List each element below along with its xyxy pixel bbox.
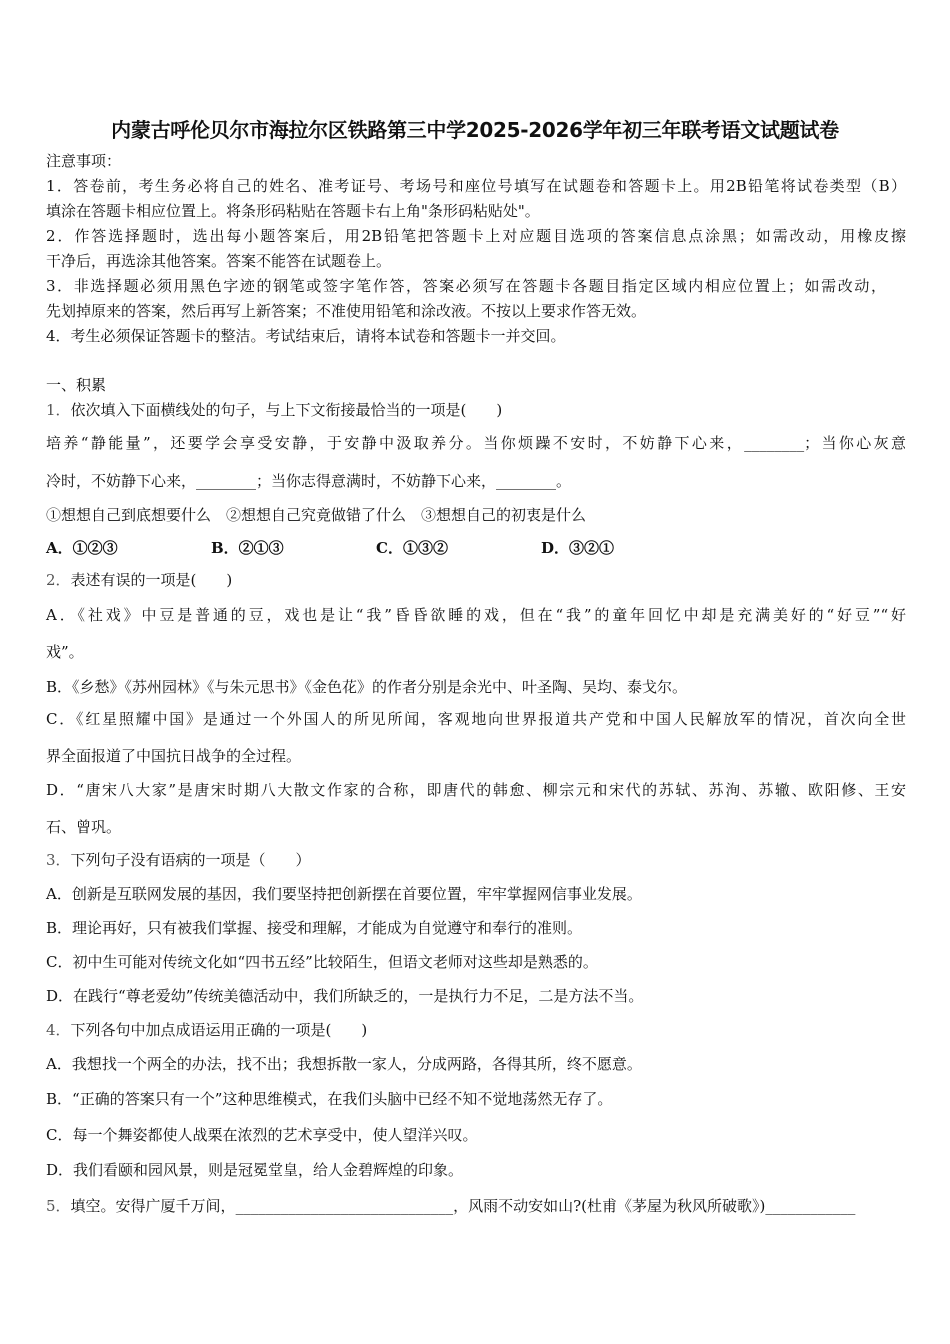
option-a[interactable]: A．我想找一个两全的办法，找不出；我想拆散一家人，分成两路，各得其所，终不愿意。 — [46, 1055, 642, 1073]
question-number: 1． — [46, 401, 71, 419]
question-text: 依次填入下面横线处的句子，与上下文衔接最恰当的一项是( ) — [70, 401, 503, 419]
answer-blank[interactable]: ____________ — [765, 1197, 856, 1215]
note-line: 4．考生必须保证答题卡的整洁。考试结束后，请将本试卷和答题卡一并交回。 — [46, 327, 566, 345]
page-title: 内蒙古呼伦贝尔市海拉尔区铁路第三中学2025-2026学年初三年联考语文试题试卷 — [111, 118, 839, 142]
q2-line: 界全面报道了中国抗日战争的全过程。 — [46, 747, 302, 765]
note-line: 干净后，再选涂其他答案。答案不能答在试题卷上。 — [46, 252, 392, 270]
question-4-stem — [46, 1020, 367, 1040]
answer-blank[interactable]: _____________________________ — [235, 1197, 454, 1215]
option-c[interactable]: C．初中生可能对传统文化如“四书五经”比较陌生，但语文老师对这些却是熟悉的。 — [46, 953, 598, 971]
question-text: 下列各句中加点成语运用正确的一项是( ) — [70, 1021, 368, 1039]
note-line: 先划掉原来的答案，然后再写上新答案；不准使用铅笔和涂改液。不按以上要求作答无效。 — [46, 302, 647, 320]
question-text: ，风雨不动安如山?(杜甫《茅屋为秋风所破歌》) — [453, 1197, 766, 1215]
question-1-stem — [46, 400, 502, 420]
question-text: 填空。安得广厦千万间， — [70, 1197, 236, 1215]
option-c[interactable]: C．①③② — [376, 539, 448, 557]
q1-sentences: ①想想自己到底想要什么 ②想想自己究竟做错了什么 ③想想自己的初衷是什么 — [46, 506, 587, 524]
question-3-stem — [46, 850, 311, 870]
question-number: 2． — [46, 571, 71, 589]
question-text: 表述有误的一项是( ) — [70, 571, 233, 589]
question-number: 4． — [46, 1021, 71, 1039]
q1-passage-line: 培养“静能量”，还要学会享受安静，于安静中汲取养分。当你烦躁不安时，不妨静下心来，________；当你心灰意 — [46, 434, 906, 452]
note-line: 2．作答选择题时，选出每小题答案后，用2B铅笔把答题卡上对应题目选项的答案信息点涂黑；如需改动，用橡皮擦 — [46, 227, 906, 245]
note-line: 填涂在答题卡相应位置上。将条形码粘贴在答题卡右上角"条形码粘贴处"。 — [46, 202, 540, 220]
option-b[interactable]: B．理论再好，只有被我们掌握、接受和理解，才能成为自觉遵守和奉行的准则。 — [46, 919, 583, 937]
option-d[interactable]: D．③②① — [541, 539, 615, 557]
option-d[interactable]: D．我们看颐和园风景，则是冠冕堂皇，给人金碧辉煌的印象。 — [46, 1161, 464, 1179]
option-c[interactable]: C．每一个舞姿都使人战栗在浓烈的艺术享受中，使人望洋兴叹。 — [46, 1126, 478, 1144]
q1-passage-line: 冷时，不妨静下心来，________；当你志得意满时，不妨静下心来，________。 — [46, 472, 572, 490]
q2-line: 石、曾巩。 — [46, 818, 122, 836]
note-line: 1．答卷前，考生务必将自己的姓名、准考证号、考场号和座位号填写在试题卷和答题卡上。用2B铅笔将试卷类型（B） — [46, 177, 906, 195]
question-text: 下列句子没有语病的一项是（ ） — [70, 851, 311, 869]
option-d[interactable]: D．在践行“尊老爱幼”传统美德活动中，我们所缺乏的，一是执行力不足，二是方法不当。 — [46, 987, 644, 1005]
option-b[interactable]: B．“正确的答案只有一个”这种思维模式，在我们头脑中已经不知不觉地荡然无存了。 — [46, 1090, 613, 1108]
question-number: 5． — [46, 1197, 71, 1215]
q2-line: 戏”。 — [46, 643, 84, 661]
question-2-stem — [46, 570, 232, 590]
section-heading: 一、积累 — [46, 376, 107, 394]
notes-heading: 注意事项： — [46, 152, 122, 170]
option-b[interactable]: B．②①③ — [211, 539, 284, 557]
q1-options — [46, 538, 706, 558]
option-a[interactable]: A．①②③ — [46, 539, 118, 557]
q2-line: D．“唐宋八大家”是唐宋时期八大散文作家的合称，即唐代的韩愈、柳宗元和宋代的苏轼、苏洵、苏辙、欧阳修、王安 — [46, 781, 906, 799]
note-line: 3．非选择题必须用黑色字迹的钢笔或签字笔作答，答案必须写在答题卡各题目指定区域内相应位置上；如需改动， — [46, 277, 886, 295]
q2-line: A．《社戏》中豆是普通的豆，戏也是让“我”昏昏欲睡的戏，但在“我”的童年回忆中却是充满美好的“好豆”“好 — [46, 606, 906, 624]
q2-line: C．《红星照耀中国》是通过一个外国人的所见所闻，客观地向世界报道共产党和中国人民解放军的情况，首次向全世 — [46, 710, 906, 728]
question-5 — [46, 1196, 855, 1216]
q2-line: B．《乡愁》《苏州园林》《与朱元思书》《金色花》的作者分别是余光中、叶圣陶、吴均、泰戈尔。 — [46, 678, 688, 696]
question-number: 3． — [46, 851, 71, 869]
option-a[interactable]: A．创新是互联网发展的基因，我们要坚持把创新摆在首要位置，牢牢掌握网信事业发展。 — [46, 885, 642, 903]
